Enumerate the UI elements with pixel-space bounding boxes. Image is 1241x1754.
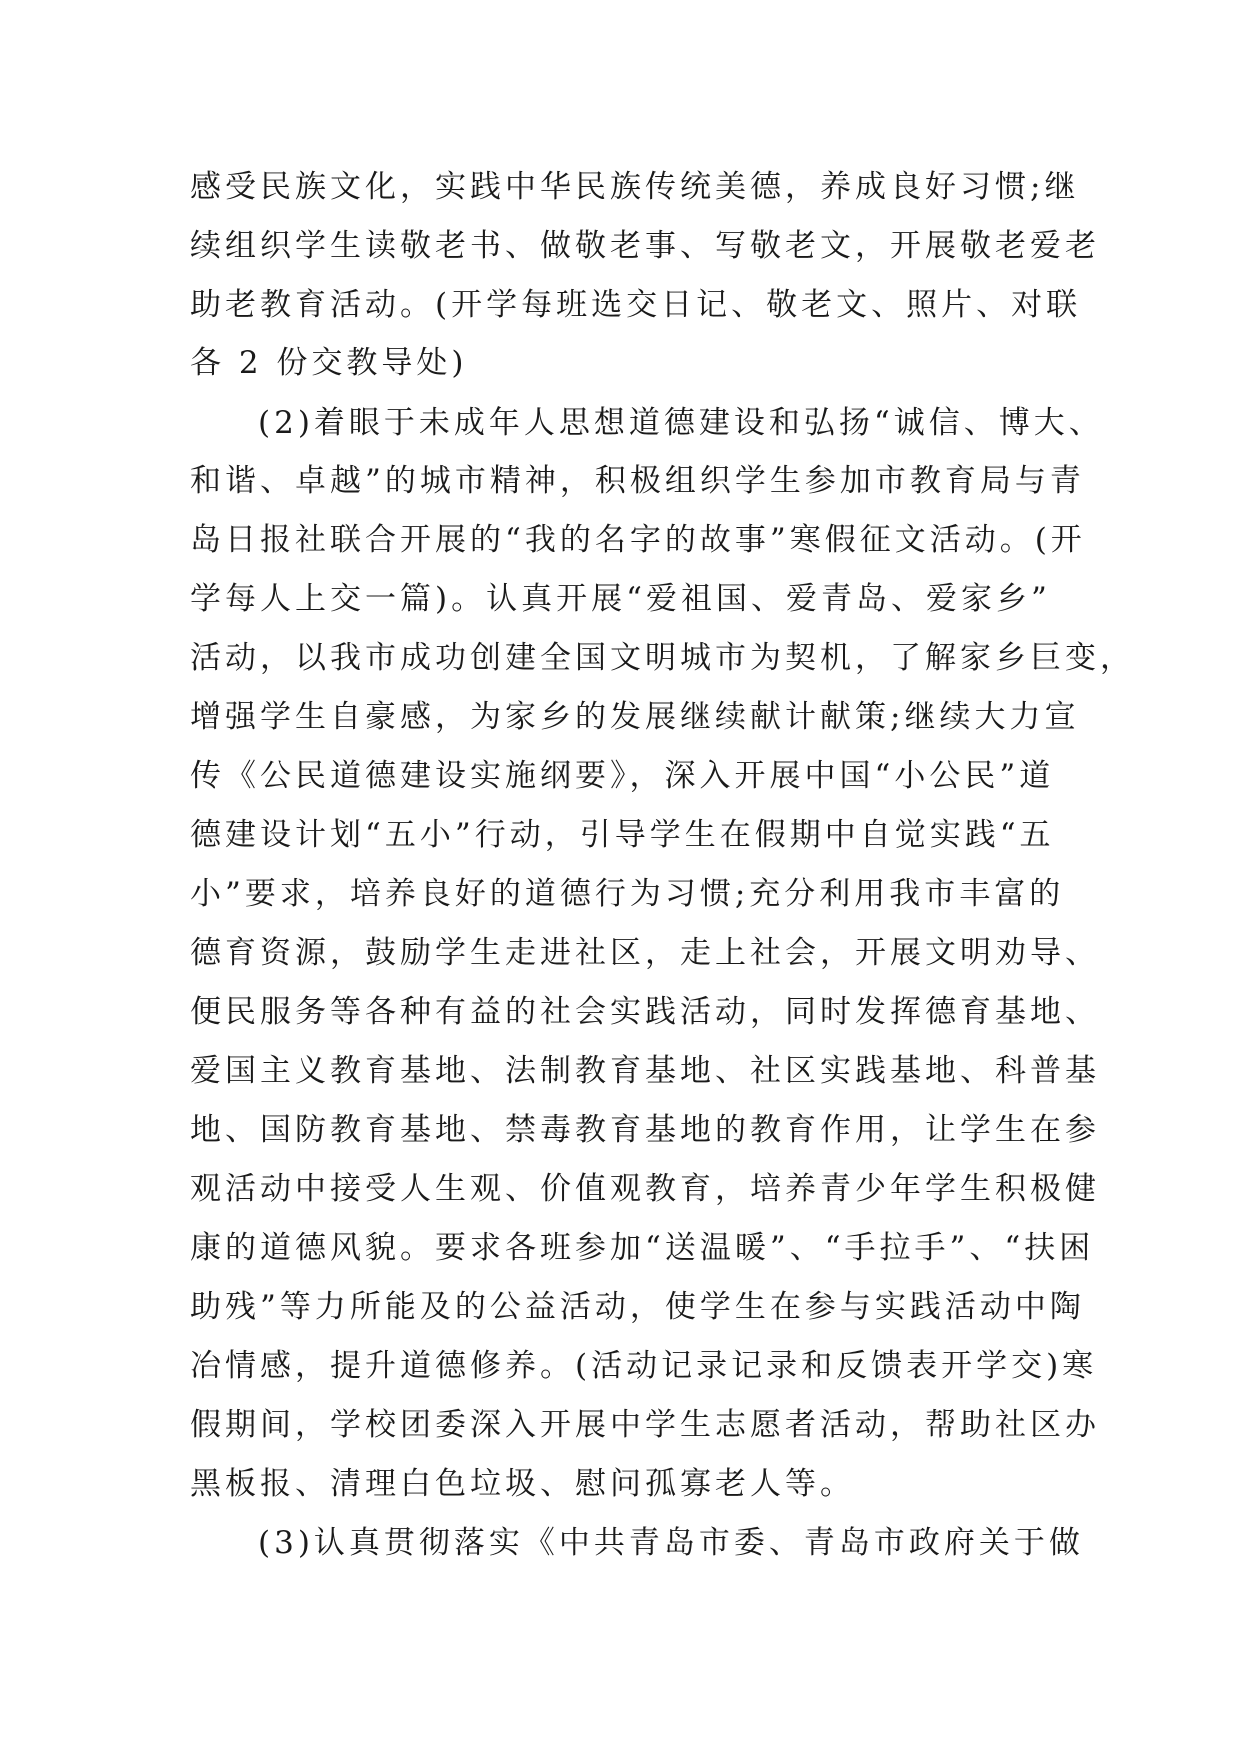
text-line: 各 2 份交教导处) (190, 345, 468, 381)
text-line: 德育资源，鼓励学生走进社区，走上社会，开展文明劝导、 (190, 935, 1100, 971)
text-line: 助老教育活动。(开学每班选交日记、敬老文、照片、对联 (190, 287, 1082, 323)
text-line: 学每人上交一篇)。认真开展“爱祖国、爱青岛、爱家乡” (190, 581, 1051, 617)
text-line: 冶情感，提升道德修养。(活动记录记录和反馈表开学交)寒 (190, 1348, 1098, 1384)
text-line: 传《公民道德建设实施纲要》，深入开展中国“小公民”道 (190, 758, 1055, 794)
text-line: 观活动中接受人生观、价值观教育，培养青少年学生积极健 (190, 1171, 1100, 1207)
text-line: 黑板报、清理白色垃圾、慰问孤寡老人等。 (190, 1466, 855, 1502)
text-line: 小”要求，培养良好的道德行为习惯;充分利用我市丰富的 (190, 876, 1065, 912)
text-line: 地、国防教育基地、禁毒教育基地的教育作用，让学生在参 (190, 1112, 1100, 1148)
text-line: 康的道德风貌。要求各班参加“送温暖”、“手拉手”、“扶困 (190, 1230, 1095, 1266)
paragraph-3-first-line: (3)认真贯彻落实《中共青岛市委、青岛市政府关于做 (258, 1525, 1084, 1561)
text-line: 岛日报社联合开展的“我的名字的故事”寒假征文活动。(开 (190, 522, 1086, 558)
text-line: 便民服务等各种有益的社会实践活动，同时发挥德育基地、 (190, 994, 1100, 1030)
text-line: 续组织学生读敬老书、做敬老事、写敬老文，开展敬老爱老 (190, 228, 1100, 264)
text-line: 爱国主义教育基地、法制教育基地、社区实践基地、科普基 (190, 1053, 1100, 1089)
text-line: 假期间，学校团委深入开展中学生志愿者活动，帮助社区办 (190, 1407, 1100, 1443)
paragraph-2-first-line: (2)着眼于未成年人思想道德建设和弘扬“诚信、博大、 (258, 405, 1104, 441)
text-line: 增强学生自豪感，为家乡的发展继续献计献策;继续大力宣 (190, 699, 1080, 735)
text-line: 和谐、卓越”的城市精神，积极组织学生参加市教育局与青 (190, 463, 1085, 499)
text-line: 感受民族文化，实践中华民族传统美德，养成良好习惯;继 (190, 169, 1080, 205)
text-line: 德建设计划“五小”行动，引导学生在假期中自觉实践“五 (190, 817, 1055, 853)
text-line: 助残”等力所能及的公益活动，使学生在参与实践活动中陶 (190, 1289, 1085, 1325)
text-line: 活动，以我市成功创建全国文明城市为契机，了解家乡巨变， (190, 640, 1135, 676)
